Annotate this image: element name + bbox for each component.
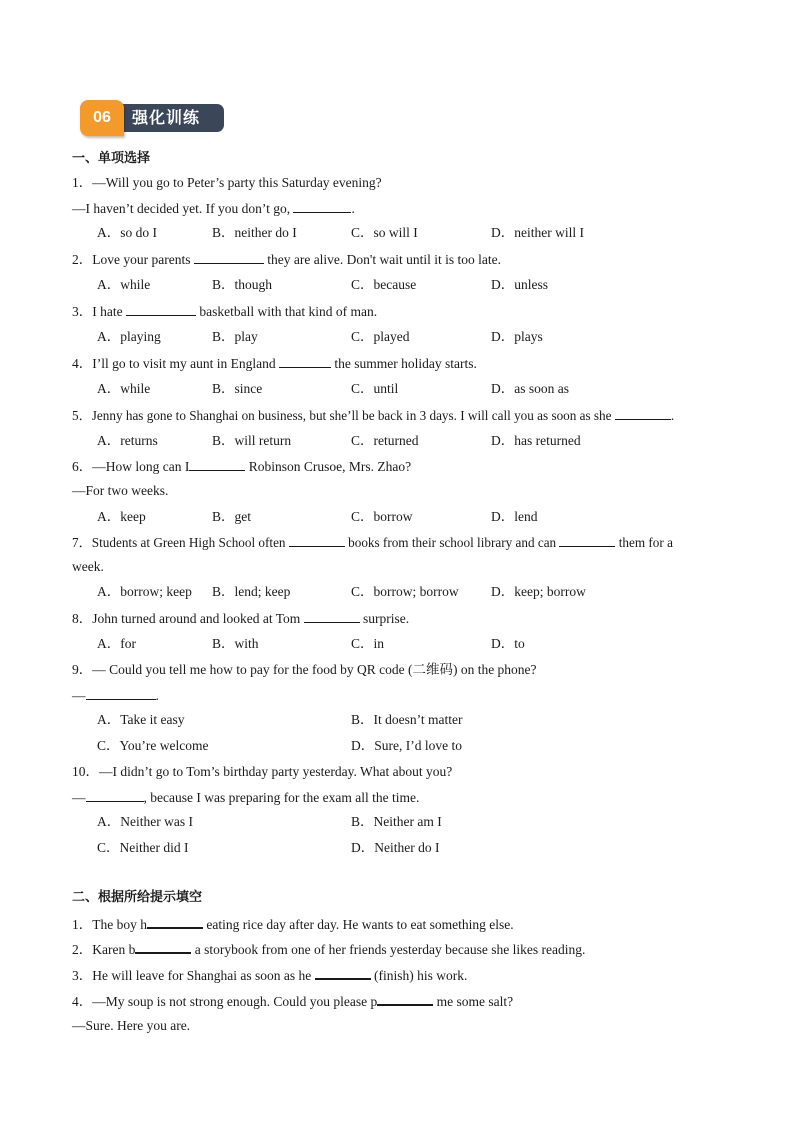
q10-option-d[interactable]: D．Neither do I — [351, 840, 440, 855]
q7-option-b[interactable]: B．lend; keep — [212, 584, 291, 599]
q6-option-d[interactable]: D．lend — [491, 509, 538, 524]
q9-text-1: — — [72, 688, 86, 703]
q2-stem — [72, 250, 501, 269]
q1-option-d[interactable]: D．neither will I — [491, 225, 584, 240]
q8-option-d[interactable]: D．to — [491, 636, 525, 651]
s2-q1-blank[interactable] — [147, 914, 203, 929]
s2-q1 — [72, 914, 514, 934]
s2-q3-blank[interactable] — [315, 965, 371, 980]
q10-text-2: , because I was preparing for the exam all the time. — [143, 790, 420, 805]
q9-stem: 9．— Could you tell me how to pay for the food by QR code (二维码) on the phone? — [72, 662, 537, 677]
s2-q4-text-2: me some salt? — [433, 994, 514, 1009]
q1-text-2: . — [351, 201, 355, 216]
q10-option-a[interactable]: A．Neither was I — [97, 814, 193, 829]
q10-option-b[interactable]: B．Neither am I — [351, 814, 442, 829]
q3-blank[interactable] — [126, 302, 196, 316]
q3-option-d[interactable]: D．plays — [491, 329, 543, 344]
q6-response: —For two weeks. — [72, 483, 169, 498]
q10-blank[interactable] — [86, 788, 144, 802]
q2-text-2: they are alive. Don't wait until it is too late. — [263, 252, 501, 267]
q1-option-b[interactable]: B．neither do I — [212, 225, 297, 240]
q5-stem — [72, 406, 674, 425]
q5-blank[interactable] — [615, 406, 671, 420]
q8-text-1: 8．John turned around and looked at Tom — [72, 611, 304, 626]
q8-option-c[interactable]: C．in — [351, 636, 385, 651]
q7-blank-1[interactable] — [289, 533, 345, 547]
q8-option-a[interactable]: A．for — [97, 636, 136, 651]
q1-stem: 1．—Will you go to Peter’s party this Saturday evening? — [72, 175, 382, 190]
section-badge — [80, 100, 226, 136]
s2-q2-text-1: 2．Karen b — [72, 942, 136, 957]
section2-heading: 二、根据所给提示填空 — [72, 890, 203, 905]
q3-text-1: 3．I hate — [72, 304, 126, 319]
q5-text-2: . — [670, 408, 675, 423]
q2-option-d[interactable]: D．unless — [491, 277, 548, 292]
q1-text-1: —I haven’t decided yet. If you don’t go, — [72, 201, 294, 216]
q7-stem — [72, 533, 673, 552]
s2-q3 — [72, 965, 467, 985]
q9-option-b[interactable]: B．It doesn’t matter — [351, 712, 463, 727]
q4-option-b[interactable]: B．since — [212, 381, 263, 396]
q6-blank[interactable] — [189, 457, 245, 471]
q9-response — [72, 686, 159, 705]
q10-option-c[interactable]: C．Neither did I — [97, 840, 189, 855]
q5-option-a[interactable]: A．returns — [97, 433, 158, 448]
s2-q1-text-1: 1．The boy h — [72, 917, 147, 932]
q1-option-c[interactable]: C．so will I — [351, 225, 418, 240]
q8-option-b[interactable]: B．with — [212, 636, 259, 651]
q2-option-b[interactable]: B．though — [212, 277, 273, 292]
q7-text-3: them for a — [615, 535, 673, 550]
q8-blank[interactable] — [304, 609, 360, 623]
q6-text-1: 6．—How long can I — [72, 459, 190, 474]
q1-blank[interactable] — [293, 199, 351, 213]
q2-option-a[interactable]: A．while — [97, 277, 151, 292]
q8-text-2: surprise. — [359, 611, 410, 626]
q7-option-d[interactable]: D．keep; borrow — [491, 584, 586, 599]
q3-option-b[interactable]: B．play — [212, 329, 258, 344]
q2-text-1: 2．Love your parents — [72, 252, 194, 267]
q6-stem — [72, 457, 411, 476]
q4-option-a[interactable]: A．while — [97, 381, 151, 396]
s2-q1-text-2: eating rice day after day. He wants to eat something else. — [203, 917, 514, 932]
q10-text-1: — — [72, 790, 86, 805]
badge-number: 06 — [93, 109, 111, 126]
q2-option-c[interactable]: C．because — [351, 277, 417, 292]
s2-q3-text-2: (finish) his work. — [370, 968, 468, 983]
q7-text-1: 7．Students at Green High School often — [72, 535, 289, 550]
q6-text-2: Robinson Crusoe, Mrs. Zhao? — [245, 459, 412, 474]
q7-text-2: books from their school library and can — [344, 535, 560, 550]
q5-option-d[interactable]: D．has returned — [491, 433, 581, 448]
q4-text-2: the summer holiday starts. — [330, 356, 477, 371]
q2-blank[interactable] — [194, 250, 264, 264]
q5-option-c[interactable]: C．returned — [351, 433, 419, 448]
q7-blank-2[interactable] — [559, 533, 615, 547]
q3-stem — [72, 302, 377, 321]
q9-blank[interactable] — [86, 686, 156, 700]
s2-q3-text-1: 3．He will leave for Shanghai as soon as he — [72, 968, 315, 983]
q4-blank[interactable] — [279, 354, 331, 368]
section1-heading: 一、单项选择 — [72, 151, 151, 166]
s2-q4 — [72, 991, 513, 1011]
q6-option-a[interactable]: A．keep — [97, 509, 146, 524]
q4-option-c[interactable]: C．until — [351, 381, 399, 396]
s2-q2 — [72, 939, 585, 959]
q10-response — [72, 788, 419, 807]
q5-text-1: 5．Jenny has gone to Shanghai on business, but she’ll be back in 3 days. I will call you as soon as she — [72, 408, 615, 423]
s2-q2-text-2: a storybook from one of her friends yesterday because she likes reading. — [191, 942, 586, 957]
q5-option-b[interactable]: B．will return — [212, 433, 292, 448]
q8-stem — [72, 609, 409, 628]
q7-option-a[interactable]: A．borrow; keep — [97, 584, 192, 599]
q6-option-b[interactable]: B．get — [212, 509, 251, 524]
q9-option-c[interactable]: C．You’re welcome — [97, 738, 209, 753]
q1-option-a[interactable]: A．so do I — [97, 225, 157, 240]
q1-response — [72, 199, 355, 218]
q6-option-c[interactable]: C．borrow — [351, 509, 413, 524]
q9-option-a[interactable]: A．Take it easy — [97, 712, 185, 727]
s2-q4-blank[interactable] — [377, 991, 433, 1006]
q10-stem: 10．—I didn’t go to Tom’s birthday party yesterday. What about you? — [72, 764, 453, 779]
q4-text-1: 4．I’ll go to visit my aunt in England — [72, 356, 279, 371]
s2-q2-blank[interactable] — [135, 939, 191, 954]
q3-text-2: basketball with that kind of man. — [195, 304, 378, 319]
q9-option-d[interactable]: D．Sure, I’d love to — [351, 738, 462, 753]
q4-option-d[interactable]: D．as soon as — [491, 381, 569, 396]
s2-q4-response: —Sure. Here you are. — [72, 1018, 191, 1033]
s2-q4-text-1: 4．—My soup is not strong enough. Could you please p — [72, 994, 378, 1009]
q3-option-a[interactable]: A．playing — [97, 329, 161, 344]
q7-continuation: week. — [72, 559, 104, 574]
badge-title: 强化训练 — [132, 108, 201, 127]
q4-stem — [72, 354, 477, 373]
q3-option-c[interactable]: C．played — [351, 329, 410, 344]
q9-text-2: . — [155, 688, 159, 703]
q7-option-c[interactable]: C．borrow; borrow — [351, 584, 459, 599]
